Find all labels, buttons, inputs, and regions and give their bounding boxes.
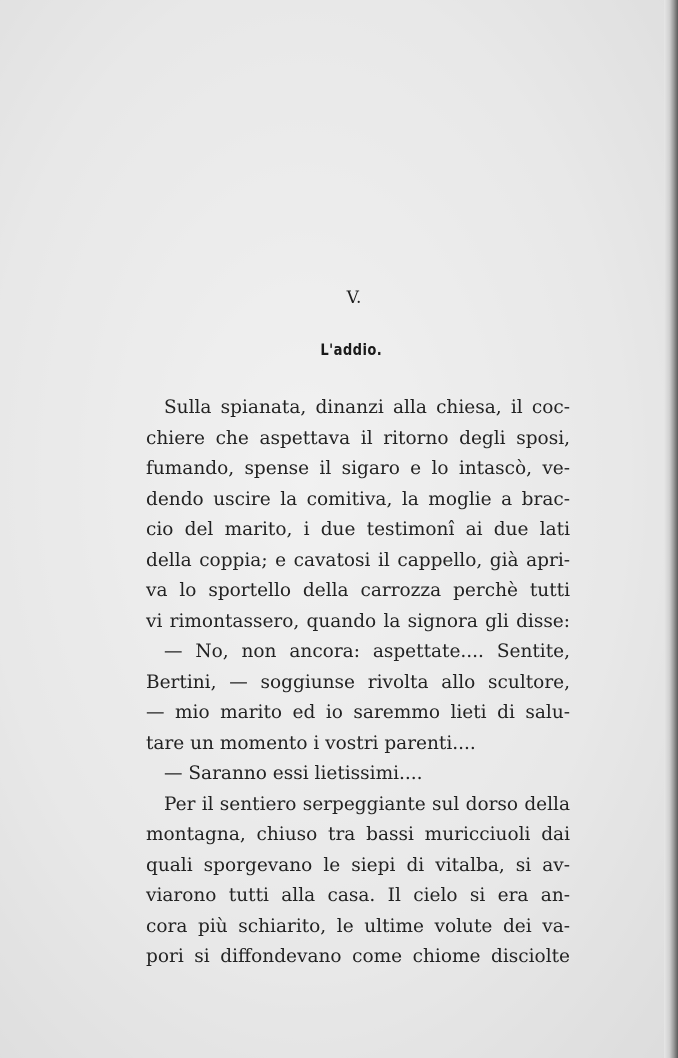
text-line: chiere che aspettava il ritorno degli sposi, xyxy=(146,427,570,449)
chapter-title: L'addio. xyxy=(320,340,383,359)
text-line: pori si diffondevano come chiome disciolte xyxy=(146,946,570,967)
text-line: — mio marito ed io saremmo lieti di salu- xyxy=(146,702,570,723)
text-line: Sulla spianata, dinanzi alla chiesa, il coc- xyxy=(164,397,570,418)
text-line: — No, non ancora: aspettate.... Sentite, xyxy=(164,641,570,662)
text-line: Per il sentiero serpeggiante sul dorso della xyxy=(164,793,570,815)
text-line: montagna, chiuso tra bassi muricciuoli dai xyxy=(146,824,570,845)
text-line: viarono tutti alla casa. Il cielo si era an- xyxy=(146,885,570,906)
text-line: cora più schiarito, le ultime volute dei va- xyxy=(146,915,570,937)
text-line: Bertini, — soggiunse rivolta allo scultore, xyxy=(146,671,570,693)
text-line: — Saranno essi lietissimi.... xyxy=(164,763,423,784)
text-line: tare un momento i vostri parenti.... xyxy=(146,732,476,754)
text-line: cio del marito, i due testimonî ai due lati xyxy=(146,519,570,540)
text-line: va lo sportello della carrozza perchè tutti xyxy=(146,580,570,601)
text-line: vi rimontassero, quando la signora gli disse: xyxy=(146,610,570,632)
text-line: dendo uscire la comitiva, la moglie a brac- xyxy=(146,488,570,510)
body-text xyxy=(146,393,570,973)
page-edge-shadow xyxy=(664,0,678,1058)
text-line: fumando, spense il sigaro e lo intascò, ve- xyxy=(146,458,570,479)
chapter-number: V. xyxy=(346,288,362,308)
text-line: della coppia; e cavatosi il cappello, già apri- xyxy=(146,549,570,571)
text-line: quali sporgevano le siepi di vitalba, si av- xyxy=(146,854,570,876)
